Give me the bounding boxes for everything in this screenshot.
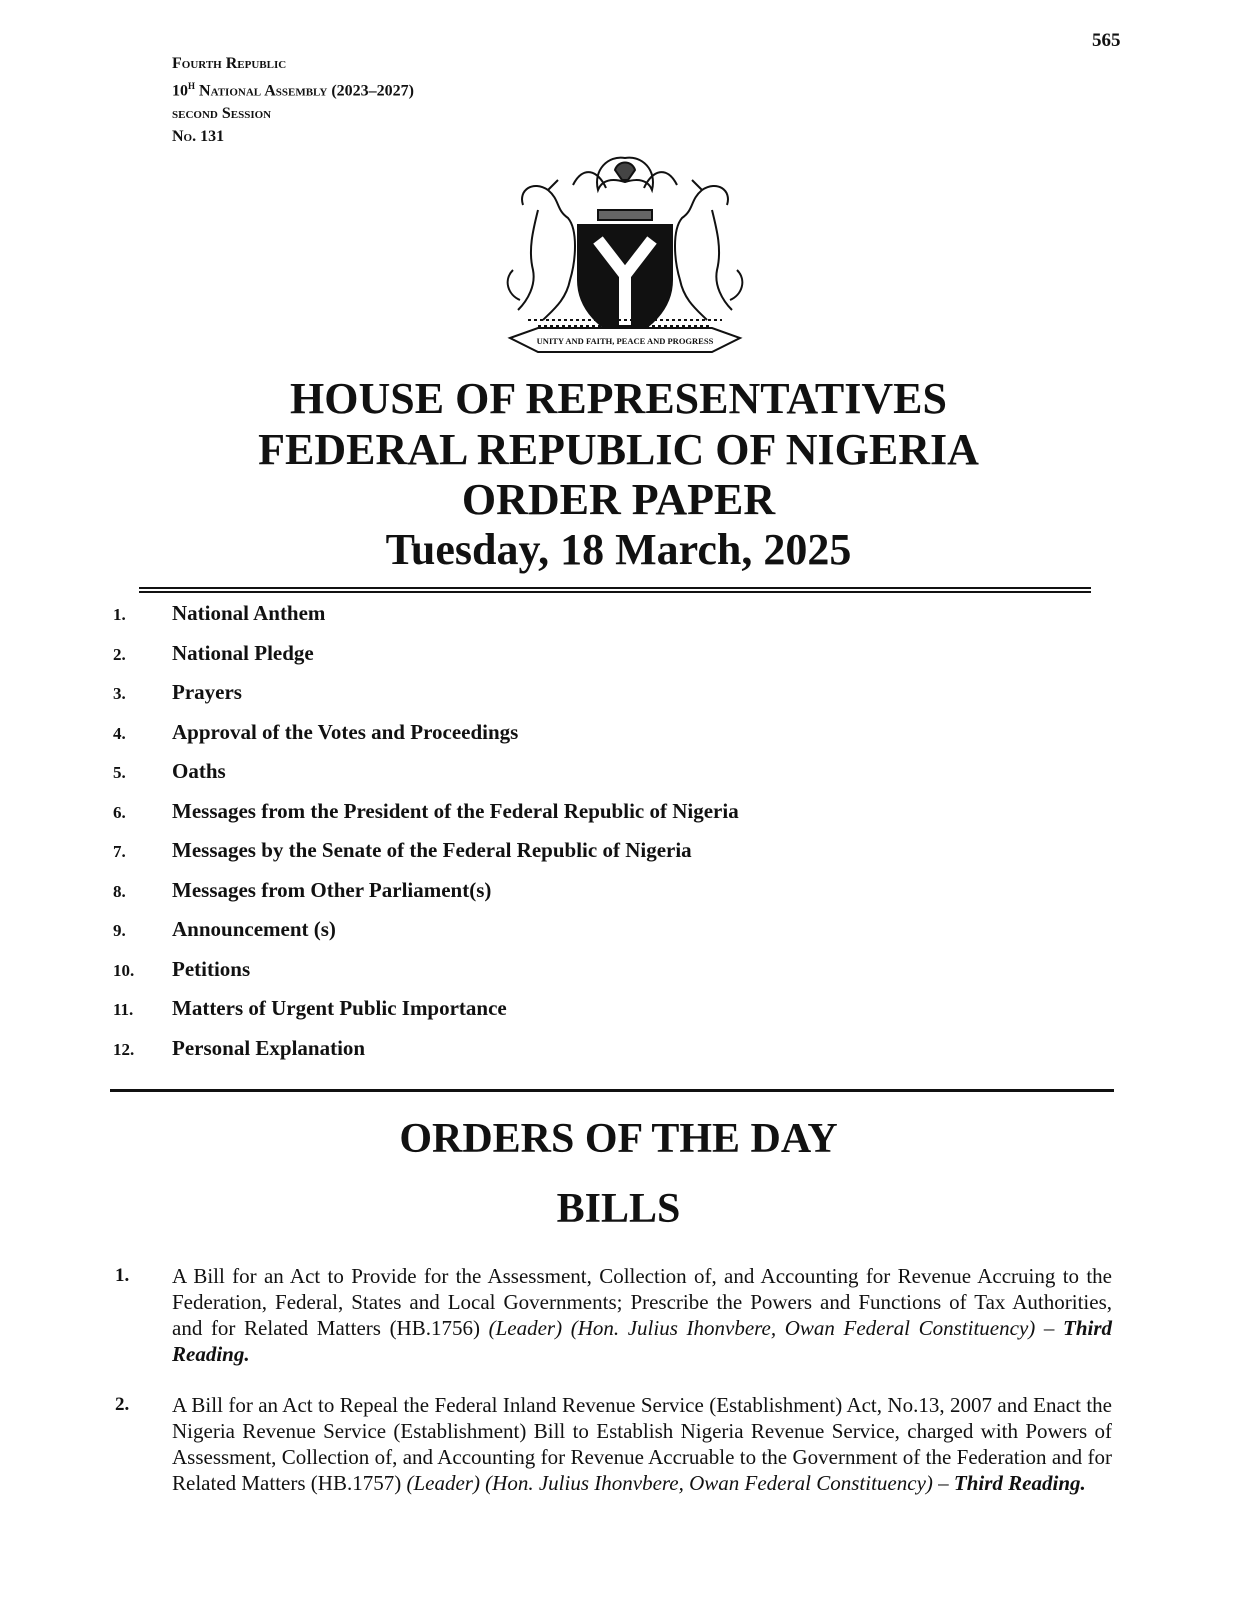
bill-number: 2. [115,1394,130,1415]
agenda-number: 8. [113,881,126,901]
order-paper-title: ORDER PAPER [461,475,776,524]
republic-label: Fourth Republic [172,55,287,72]
agenda-item [0,676,1237,716]
bill-description: A Bill for an Act to Repeal the Federal Inland Revenue Service (Establishment) Act, No.13, 2007 and Enact the Nigeria Revenue Service (Establishment) Bill to Establish Nigeria Revenue Service, charged with Powers of Assessment, Collection of, and Accounting for Revenue Accruable to the Government of the Federation and for Related Matters (HB.1757) [172,1393,1112,1495]
agenda-number: 1. [113,605,126,624]
header-meta [172,52,414,148]
crest-motto: UNITY AND FAITH, PEACE AND PROGRESS [536,336,714,346]
agenda-number: 9. [113,921,126,940]
agenda-item [0,1032,1237,1072]
coat-of-arms-icon [498,150,752,360]
sitting-date: Tuesday, 18 March, 2025 [385,525,852,574]
agenda-number: 10. [113,960,135,980]
republic-title: FEDERAL REPUBLIC OF NIGERIA [258,425,979,474]
agenda-item [0,953,1237,993]
agenda-item [0,637,1237,677]
orders-heading: ORDERS OF THE DAY [399,1116,838,1162]
bills-heading: BILLS [556,1186,681,1232]
bill-stage: Third Reading. [953,1471,1086,1495]
bill-sponsor: (Leader) (Hon. Julius Ihonvbere, Owan Federal Constituency) [488,1316,1036,1340]
assembly-name: National Assembly (2023–2027) [199,82,414,100]
agenda-item [0,992,1237,1032]
agenda-item [0,755,1237,795]
house-title: HOUSE OF REPRESENTATIVES [290,374,947,423]
agenda-label: Petitions [172,956,251,981]
agenda-number: 6. [113,802,126,822]
agenda-number: 11. [113,1000,134,1019]
bill-text [172,1392,1112,1496]
bill-dash: – [1035,1316,1064,1340]
agenda-number: 7. [113,842,126,861]
bill-sponsor: (Leader) (Hon. Julius Ihonvbere, Owan Federal Constituency) [406,1471,933,1495]
assembly-number: 10 [172,82,188,100]
agenda-number: 4. [113,723,126,743]
agenda-label: National Anthem [172,601,326,625]
double-rule-divider [139,587,1091,593]
agenda-label: Announcement (s) [172,917,336,941]
agenda-label: Prayers [172,680,242,704]
bill-stage: Third Reading. [172,1316,1113,1366]
bill-text [172,1263,1112,1367]
agenda-label: Messages by the Senate of the Federal Republic of Nigeria [172,838,692,862]
agenda-label: National Pledge [172,640,314,665]
bill-description: A Bill for an Act to Provide for the Assessment, Collection of, and Accounting for Revenue Accruing to the Federation, Federal, States and Local Governments; Prescribe the Powers and Functions of Tax Authorities, and for Related Matters (HB.1756) [172,1264,1112,1340]
agenda-number: 2. [113,644,126,664]
agenda-item [0,913,1237,953]
agenda-number: 12. [113,1039,135,1059]
agenda-item [0,716,1237,756]
agenda-list [0,597,1237,1071]
agenda-item [0,597,1237,637]
agenda-label: Approval of the Votes and Proceedings [172,719,519,744]
agenda-label: Messages from the President of the Federal Republic of Nigeria [172,798,739,823]
session-label: second Session [172,105,272,123]
agenda-item [0,834,1237,874]
agenda-number: 3. [113,684,126,703]
assembly-superscript: H [188,81,196,91]
paper-number: No. 131 [172,128,225,146]
agenda-number: 5. [113,763,126,782]
bill-number: 1. [115,1265,130,1286]
agenda-item [0,795,1237,835]
page-number: 565 [1092,30,1121,51]
agenda-label: Oaths [172,759,226,783]
agenda-item [0,874,1237,914]
bill-dash: – [932,1471,954,1495]
section-divider [110,1089,1114,1092]
agenda-label: Personal Explanation [172,1035,366,1060]
agenda-label: Matters of Urgent Public Importance [172,996,507,1020]
assembly-label [172,75,414,102]
agenda-label: Messages from Other Parliament(s) [172,877,492,902]
